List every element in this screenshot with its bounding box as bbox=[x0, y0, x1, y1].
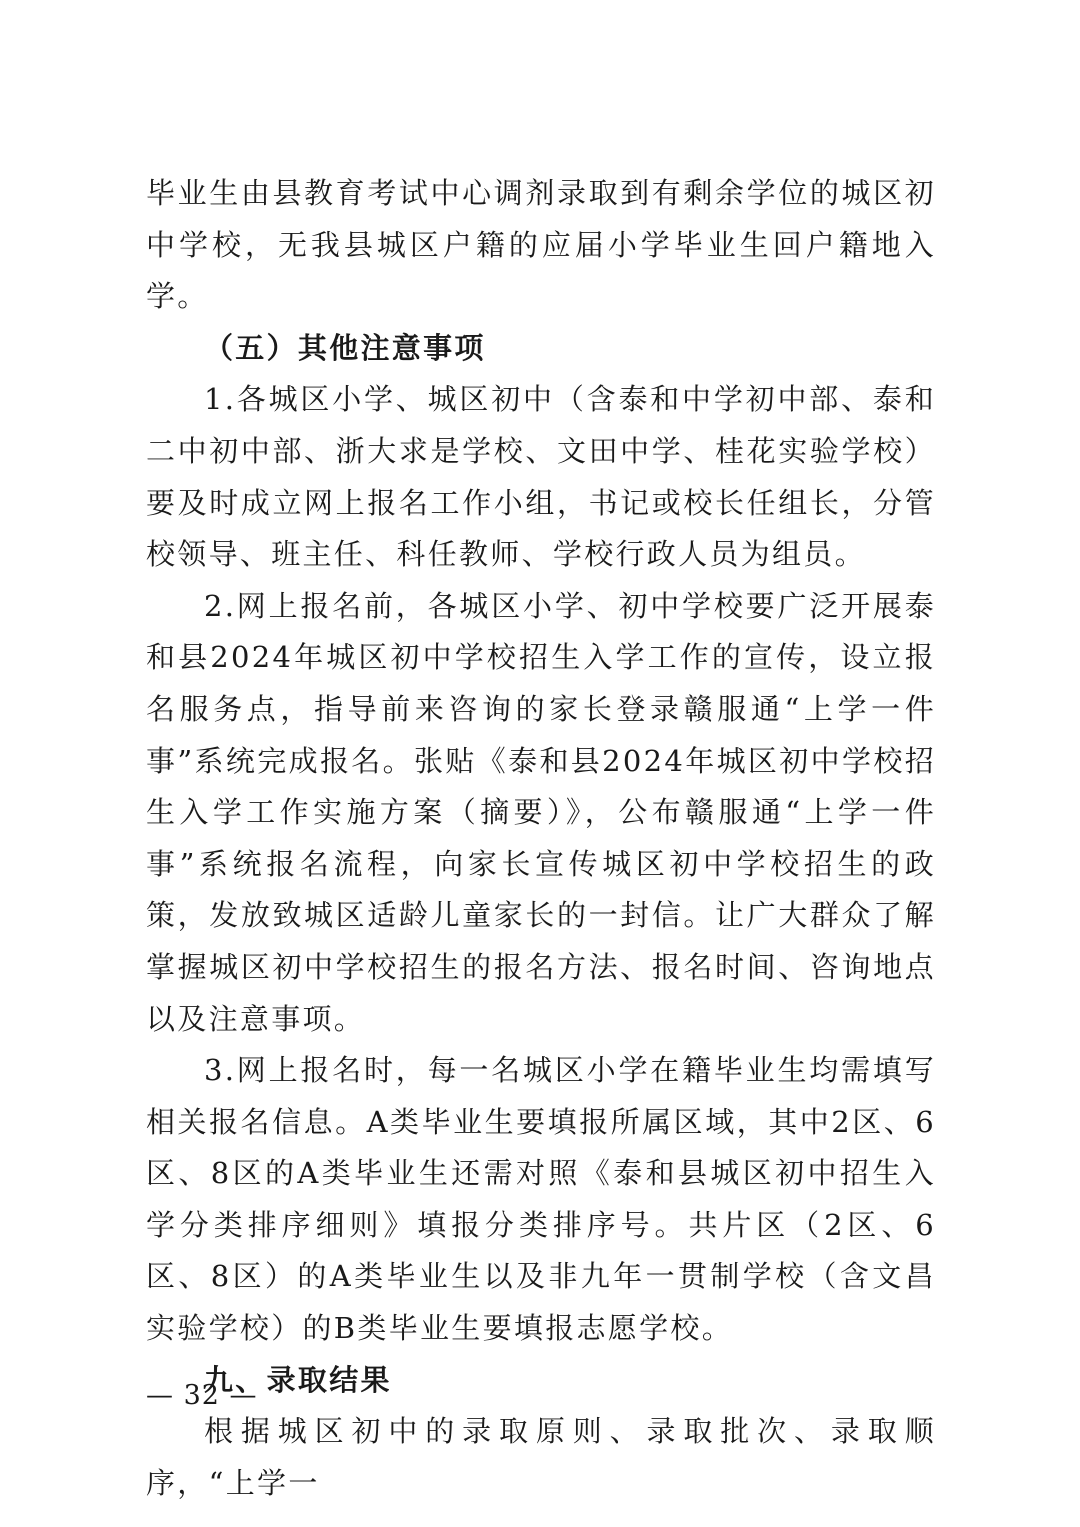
paragraph-admission-results: 根据城区初中的录取原则、录取批次、录取顺序，“上学一 bbox=[146, 1414, 936, 1500]
paragraph-item-3: 3.网上报名时，每一名城区小学在籍毕业生均需填写相关报名信息。A类毕业生要填报所属区域，其中2区、6区、8区的A类毕业生还需对照《泰和县城区初中招生入学分类排序细则》填报分类排序号。共片区（2区、6区、8区）的A类毕业生以及非九年一贯制学校（含文昌实验学校）的B类毕业生要填报志愿学校。 bbox=[146, 1053, 936, 1346]
paragraph-item-2: 2.网上报名前，各城区小学、初中学校要广泛开展泰和县2024年城区初中学校招生入学工作的宣传，设立报名服务点，指导前来咨询的家长登录赣服通“上学一件事”系统完成报名。张贴《泰和县2024年城区初中学校招生入学工作实施方案（摘要）》，公布赣服通“上学一件事”系统报名流程，向家长宣传城区初中学校招生的政策，发放致城区适龄儿童家长的一封信。让广大群众了解掌握城区初中学校招生的报名方法、报名时间、咨询地点以及注意事项。 bbox=[146, 588, 936, 1036]
continuation-paragraph: 毕业生由县教育考试中心调剂录取到有剩余学位的城区初中学校，无我县城区户籍的应届小学毕业生回户籍地入学。 bbox=[146, 176, 936, 314]
paragraph-item-1: 1.各城区小学、城区初中（含泰和中学初中部、泰和二中初中部、浙大求是学校、文田中学、桂花实验学校）要及时成立网上报名工作小组，书记或校长任组长，分管校领导、班主任、科任教师、学校行政人员为组员。 bbox=[146, 382, 936, 572]
page-number: — 32 — bbox=[146, 1380, 258, 1411]
section-heading-admission-results: 九、录取结果 bbox=[204, 1362, 392, 1397]
body-text bbox=[146, 168, 936, 1509]
section-heading-other-notes: （五）其他注意事项 bbox=[204, 330, 486, 365]
